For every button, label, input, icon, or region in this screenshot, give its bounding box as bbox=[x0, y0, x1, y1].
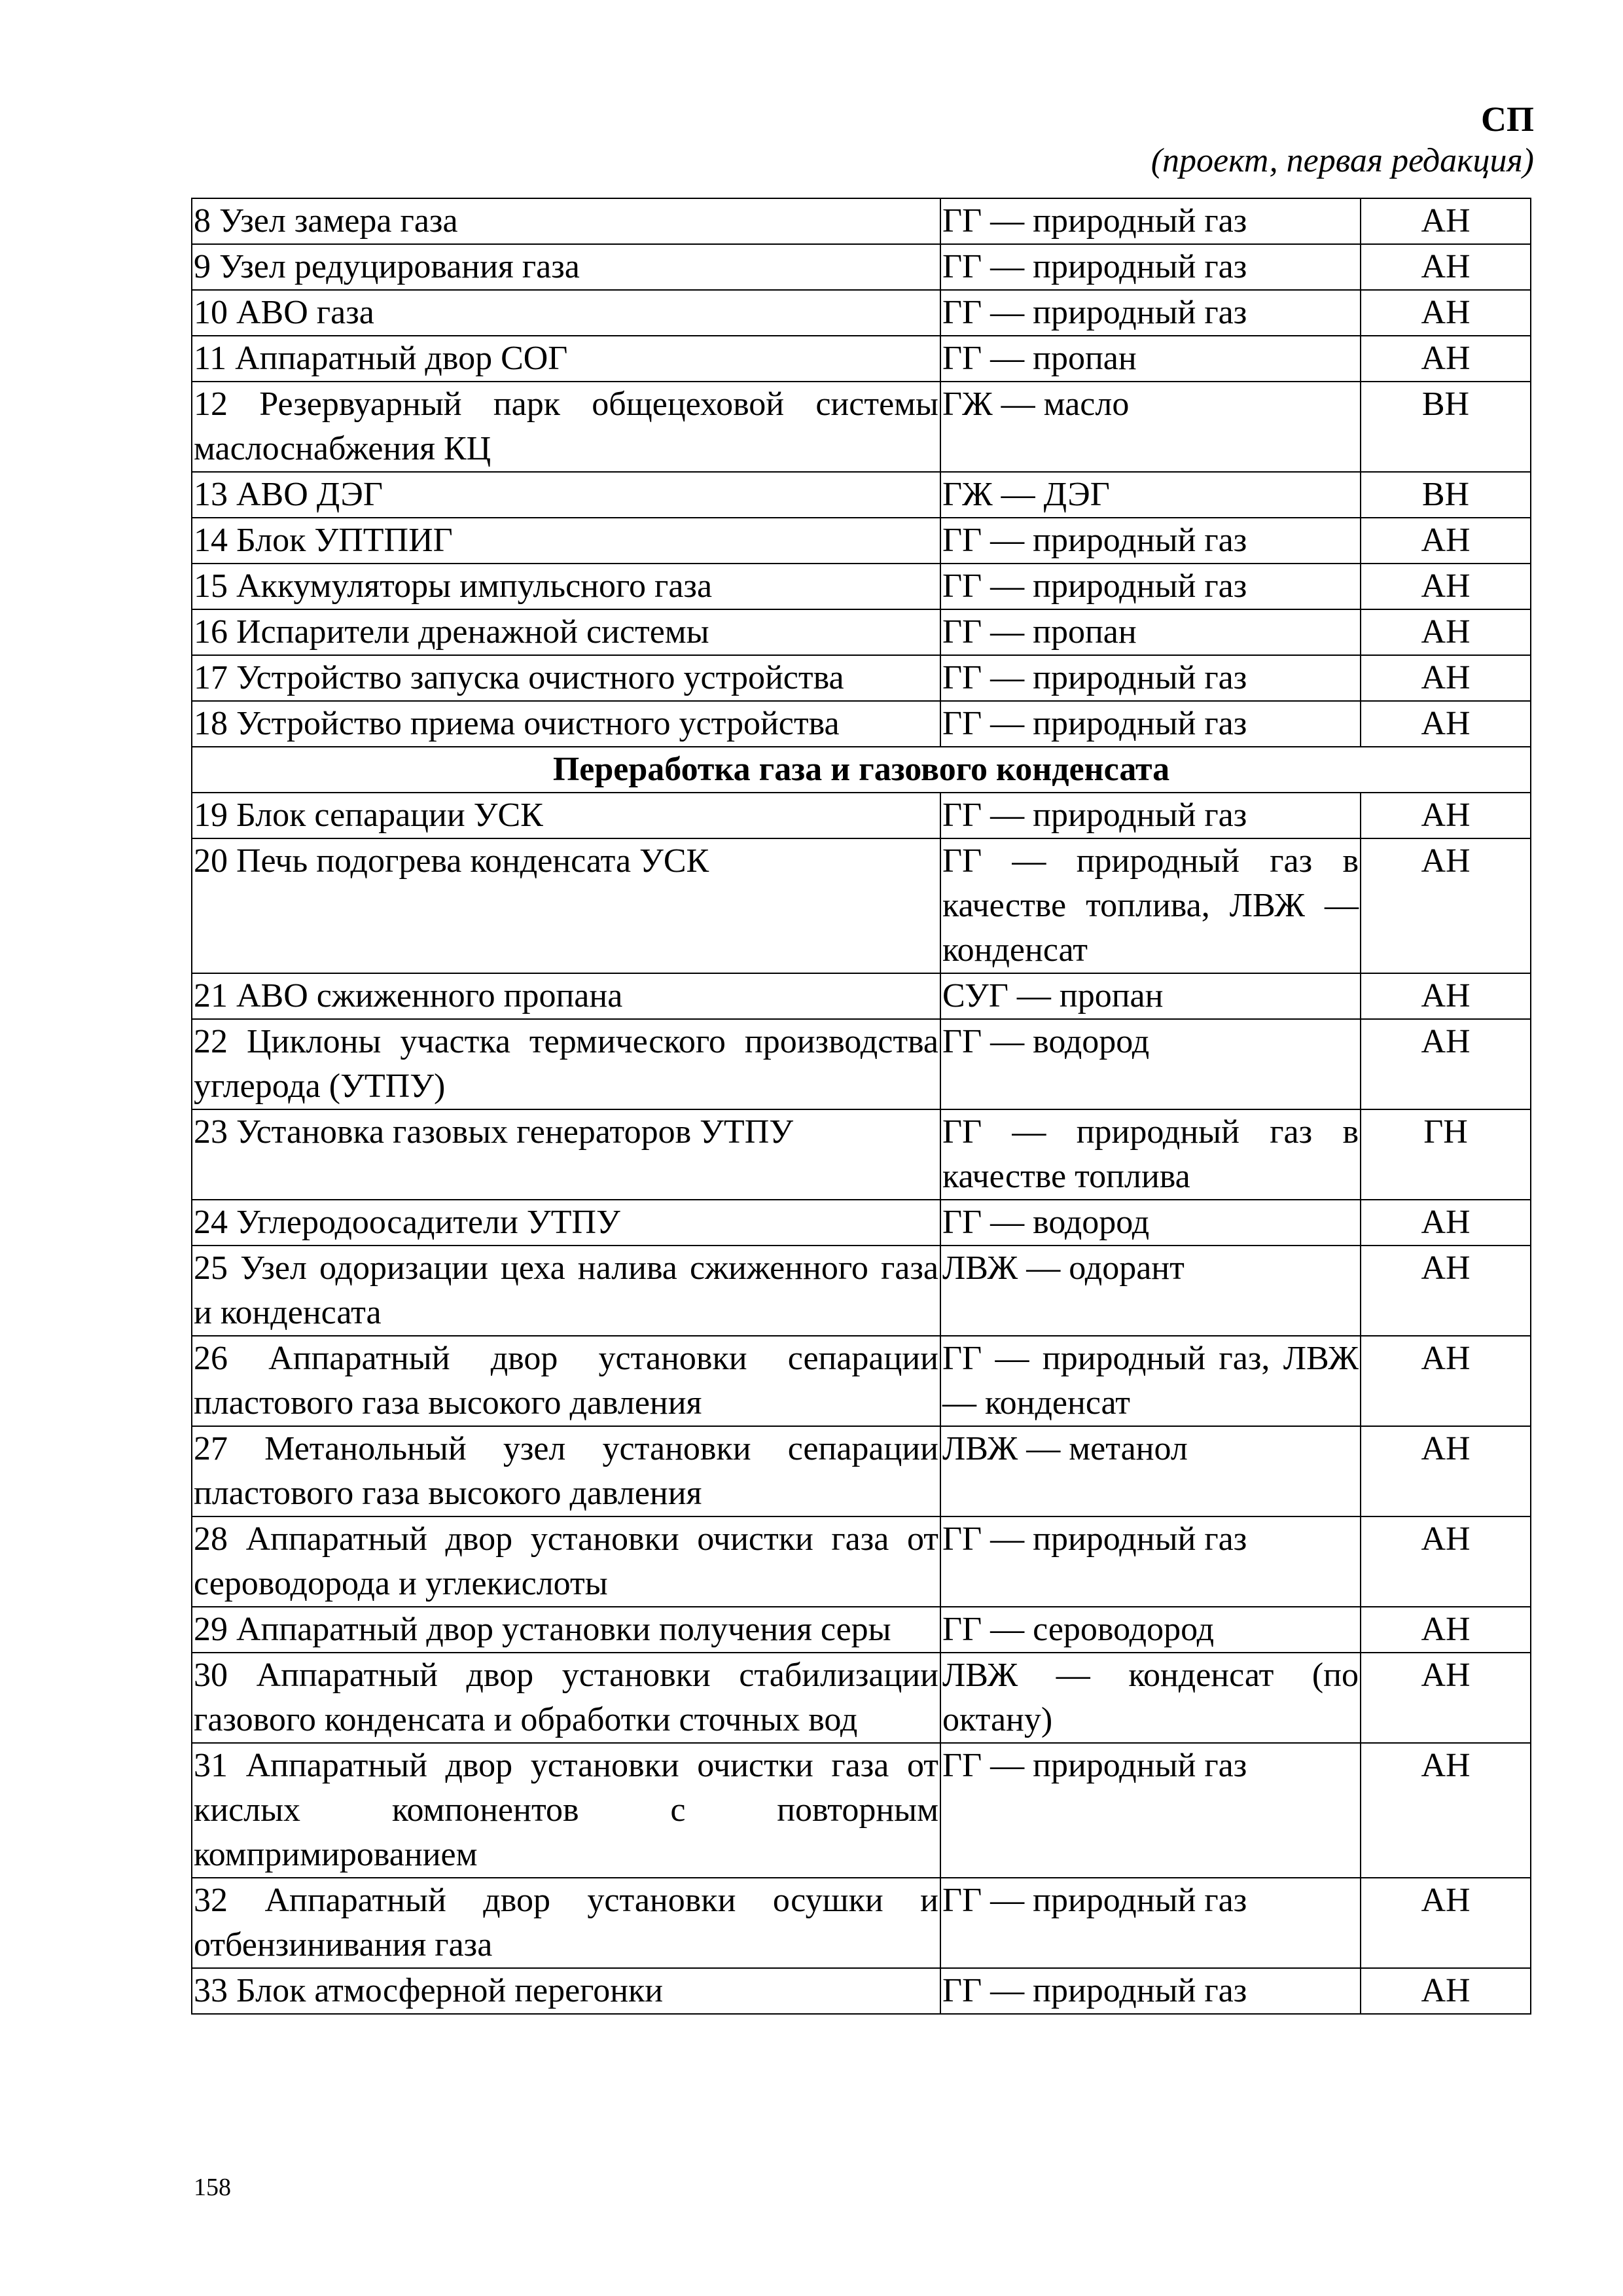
zone-class-cell: АН bbox=[1361, 290, 1531, 336]
substance-cell: ГГ — природный газ bbox=[940, 518, 1361, 564]
document-code: СП bbox=[1481, 99, 1534, 139]
substance-cell: ГГ — природный газ bbox=[940, 244, 1361, 290]
zone-class-cell: АН bbox=[1361, 1878, 1531, 1968]
table-row bbox=[192, 655, 1531, 701]
object-name-cell: 26 Аппаратный двор установки сепарации пластового газа высокого давления bbox=[192, 1336, 940, 1426]
object-name-cell: 29 Аппаратный двор установки получения серы bbox=[192, 1607, 940, 1653]
object-name-cell: 20 Печь подогрева конденсата УСК bbox=[192, 838, 940, 973]
substance-cell: ГГ — природный газ bbox=[940, 793, 1361, 838]
zone-class-cell: АН bbox=[1361, 838, 1531, 973]
substance-cell: ГГ — природный газ в качестве топлива bbox=[940, 1109, 1361, 1200]
zone-class-cell: АН bbox=[1361, 793, 1531, 838]
object-name-cell: 15 Аккумуляторы импульсного газа bbox=[192, 564, 940, 609]
zone-class-cell: АН bbox=[1361, 1246, 1531, 1336]
substance-cell: ГГ — природный газ, ЛВЖ — конденсат bbox=[940, 1336, 1361, 1426]
zone-class-cell: АН bbox=[1361, 336, 1531, 382]
table-row bbox=[192, 1653, 1531, 1743]
table-body-section bbox=[192, 747, 1531, 793]
document-status: (проект, первая редакция) bbox=[1150, 142, 1534, 179]
hazard-classification-table bbox=[191, 198, 1531, 2015]
table-row bbox=[192, 1968, 1531, 2014]
zone-class-cell: АН bbox=[1361, 1336, 1531, 1426]
table-row bbox=[192, 472, 1531, 518]
table-row bbox=[192, 701, 1531, 747]
zone-class-cell: АН bbox=[1361, 609, 1531, 655]
zone-class-cell: АН bbox=[1361, 1968, 1531, 2014]
table-row bbox=[192, 793, 1531, 838]
object-name-cell: 11 Аппаратный двор СОГ bbox=[192, 336, 940, 382]
substance-cell: ЛВЖ — конденсат (по октану) bbox=[940, 1653, 1361, 1743]
page-number: 158 bbox=[194, 2174, 231, 2201]
zone-class-cell: ГН bbox=[1361, 1109, 1531, 1200]
substance-cell: ГГ — водород bbox=[940, 1019, 1361, 1109]
object-name-cell: 24 Углеродоосадители УТПУ bbox=[192, 1200, 940, 1246]
zone-class-cell: ВН bbox=[1361, 472, 1531, 518]
table-row bbox=[192, 336, 1531, 382]
table-body-bottom bbox=[192, 793, 1531, 2014]
object-name-cell: 10 АВО газа bbox=[192, 290, 940, 336]
table-row bbox=[192, 1019, 1531, 1109]
table-row bbox=[192, 1743, 1531, 1878]
object-name-cell: 31 Аппаратный двор установки очистки газа от кислых компонентов с повторным компримированием bbox=[192, 1743, 940, 1878]
table-row bbox=[192, 564, 1531, 609]
object-name-cell: 21 АВО сжиженного пропана bbox=[192, 973, 940, 1019]
object-name-cell: 13 АВО ДЭГ bbox=[192, 472, 940, 518]
object-name-cell: 25 Узел одоризации цеха налива сжиженного газа и конденсата bbox=[192, 1246, 940, 1336]
table-row bbox=[192, 290, 1531, 336]
table-row bbox=[192, 1200, 1531, 1246]
section-row bbox=[192, 747, 1531, 793]
substance-cell: ГГ — природный газ bbox=[940, 290, 1361, 336]
table-row bbox=[192, 1246, 1531, 1336]
object-name-cell: 18 Устройство приема очистного устройства bbox=[192, 701, 940, 747]
zone-class-cell: АН bbox=[1361, 973, 1531, 1019]
object-name-cell: 30 Аппаратный двор установки стабилизации газового конденсата и обработки сточных вод bbox=[192, 1653, 940, 1743]
zone-class-cell: ВН bbox=[1361, 382, 1531, 472]
zone-class-cell: АН bbox=[1361, 244, 1531, 290]
substance-cell: ГГ — сероводород bbox=[940, 1607, 1361, 1653]
substance-cell: ГЖ — масло bbox=[940, 382, 1361, 472]
zone-class-cell: АН bbox=[1361, 518, 1531, 564]
object-name-cell: 23 Установка газовых генераторов УТПУ bbox=[192, 1109, 940, 1200]
substance-cell: ГГ — природный газ bbox=[940, 655, 1361, 701]
object-name-cell: 19 Блок сепарации УСК bbox=[192, 793, 940, 838]
table-row bbox=[192, 198, 1531, 244]
object-name-cell: 8 Узел замера газа bbox=[192, 198, 940, 244]
table-row bbox=[192, 1426, 1531, 1516]
object-name-cell: 32 Аппаратный двор установки осушки и отбензинивания газа bbox=[192, 1878, 940, 1968]
zone-class-cell: АН bbox=[1361, 1743, 1531, 1878]
table-row bbox=[192, 973, 1531, 1019]
object-name-cell: 12 Резервуарный парк общецеховой системы маслоснабжения КЦ bbox=[192, 382, 940, 472]
object-name-cell: 28 Аппаратный двор установки очистки газа от сероводорода и углекислоты bbox=[192, 1516, 940, 1607]
zone-class-cell: АН bbox=[1361, 564, 1531, 609]
table-row bbox=[192, 1878, 1531, 1968]
object-name-cell: 33 Блок атмосферной перегонки bbox=[192, 1968, 940, 2014]
zone-class-cell: АН bbox=[1361, 1426, 1531, 1516]
object-name-cell: 9 Узел редуцирования газа bbox=[192, 244, 940, 290]
zone-class-cell: АН bbox=[1361, 655, 1531, 701]
object-name-cell: 16 Испарители дренажной системы bbox=[192, 609, 940, 655]
table-row bbox=[192, 518, 1531, 564]
zone-class-cell: АН bbox=[1361, 1019, 1531, 1109]
zone-class-cell: АН bbox=[1361, 701, 1531, 747]
table-row bbox=[192, 1516, 1531, 1607]
substance-cell: ГЖ — ДЭГ bbox=[940, 472, 1361, 518]
zone-class-cell: АН bbox=[1361, 1516, 1531, 1607]
zone-class-cell: АН bbox=[1361, 1200, 1531, 1246]
substance-cell: ГГ — пропан bbox=[940, 609, 1361, 655]
object-name-cell: 14 Блок УПТПИГ bbox=[192, 518, 940, 564]
table-row bbox=[192, 1336, 1531, 1426]
zone-class-cell: АН bbox=[1361, 1607, 1531, 1653]
substance-cell: ГГ — природный газ bbox=[940, 1968, 1361, 2014]
substance-cell: ГГ — природный газ в качестве топлива, ЛВЖ — конденсат bbox=[940, 838, 1361, 973]
zone-class-cell: АН bbox=[1361, 198, 1531, 244]
table-body-top bbox=[192, 198, 1531, 747]
substance-cell: СУГ — пропан bbox=[940, 973, 1361, 1019]
table-row bbox=[192, 382, 1531, 472]
substance-cell: ГГ — природный газ bbox=[940, 564, 1361, 609]
substance-cell: ГГ — природный газ bbox=[940, 1878, 1361, 1968]
substance-cell: ЛВЖ — метанол bbox=[940, 1426, 1361, 1516]
table-row bbox=[192, 1109, 1531, 1200]
substance-cell: ЛВЖ — одорант bbox=[940, 1246, 1361, 1336]
substance-cell: ГГ — природный газ bbox=[940, 1516, 1361, 1607]
object-name-cell: 22 Циклоны участка термического производства углерода (УТПУ) bbox=[192, 1019, 940, 1109]
substance-cell: ГГ — природный газ bbox=[940, 701, 1361, 747]
substance-cell: ГГ — природный газ bbox=[940, 198, 1361, 244]
table-row bbox=[192, 244, 1531, 290]
zone-class-cell: АН bbox=[1361, 1653, 1531, 1743]
table-row bbox=[192, 1607, 1531, 1653]
object-name-cell: 27 Метанольный узел установки сепарации пластового газа высокого давления bbox=[192, 1426, 940, 1516]
substance-cell: ГГ — природный газ bbox=[940, 1743, 1361, 1878]
section-title: Переработка газа и газового конденсата bbox=[192, 747, 1531, 793]
table-row bbox=[192, 838, 1531, 973]
table-row bbox=[192, 609, 1531, 655]
substance-cell: ГГ — водород bbox=[940, 1200, 1361, 1246]
object-name-cell: 17 Устройство запуска очистного устройства bbox=[192, 655, 940, 701]
substance-cell: ГГ — пропан bbox=[940, 336, 1361, 382]
